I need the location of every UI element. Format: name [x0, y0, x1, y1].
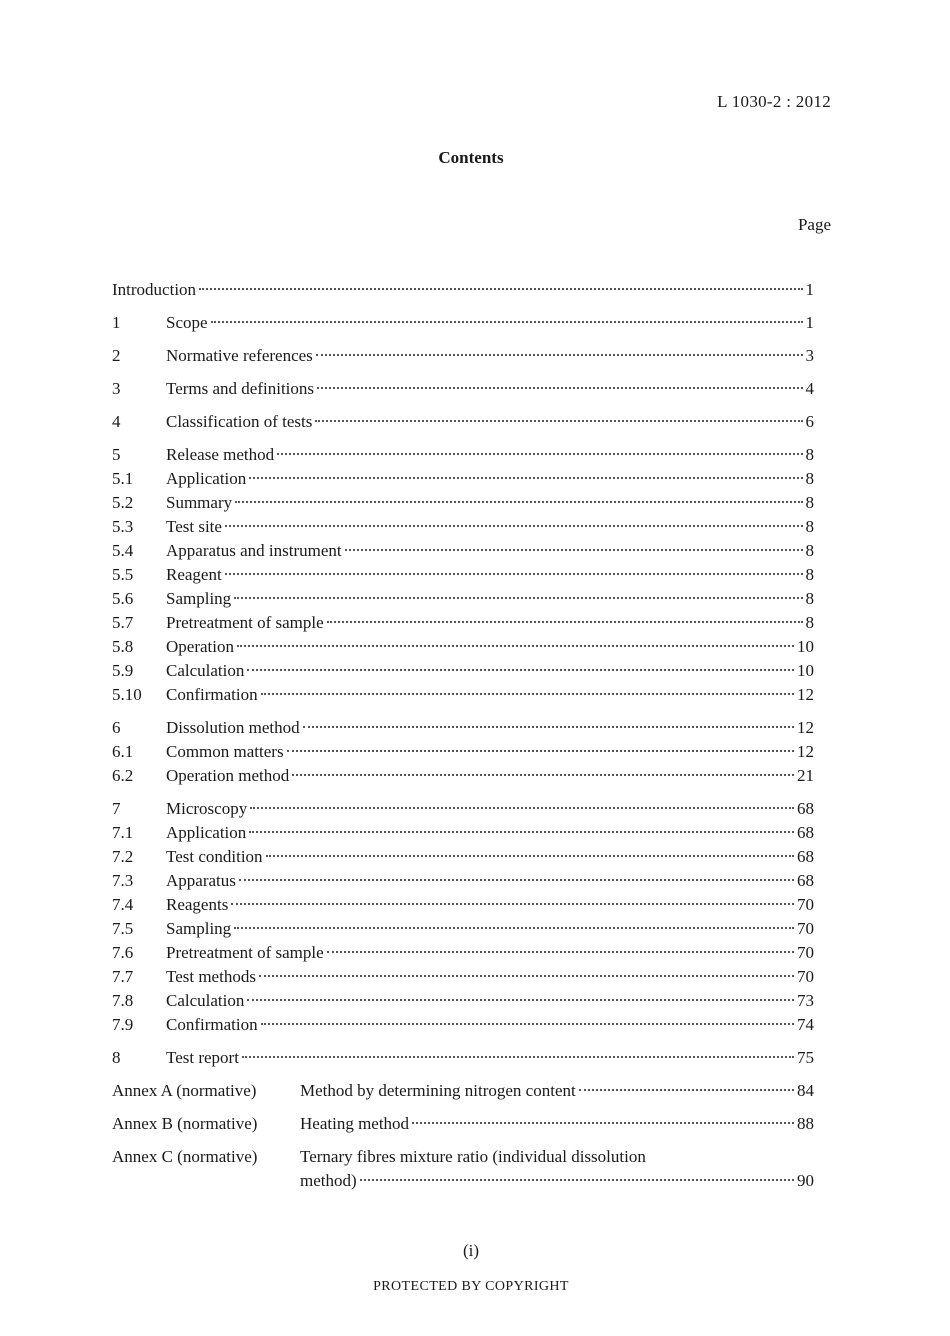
- toc-entry[interactable]: [112, 893, 814, 917]
- toc-entry-title: Test methods: [166, 967, 256, 986]
- toc-entry-number: 5.10: [112, 685, 142, 704]
- toc-entry-page: 21: [797, 766, 814, 785]
- annex-label: Annex B (normative): [112, 1114, 258, 1133]
- toc-entry-number: 5.9: [112, 661, 134, 680]
- toc-entry-title: Dissolution method: [166, 718, 300, 737]
- dot-leader: [315, 420, 802, 422]
- dot-leader: [261, 1023, 794, 1025]
- toc-entry-page: 1: [805, 280, 814, 299]
- toc-entry-page: 3: [805, 346, 814, 365]
- toc-entry-number: 7.7: [112, 967, 134, 986]
- toc-entry-title: Classification of tests: [166, 412, 313, 431]
- toc-entry-number: 5.8: [112, 637, 134, 656]
- dot-leader: [287, 750, 794, 752]
- toc-entry-page: 6: [805, 412, 814, 431]
- toc-entry-page: 74: [797, 1015, 814, 1034]
- dot-leader: [303, 726, 794, 728]
- toc-entry-number: 1: [112, 313, 121, 332]
- dot-leader: [412, 1122, 794, 1124]
- toc-entry-page: 8: [805, 589, 814, 608]
- toc-entry-page: 8: [805, 517, 814, 536]
- toc-entry-page: 1: [805, 313, 814, 332]
- toc-entry-title: Summary: [166, 493, 233, 512]
- dot-leader: [231, 903, 794, 905]
- document-id: L 1030-2 : 2012: [717, 92, 831, 111]
- dot-leader: [242, 1056, 794, 1058]
- toc-entry-page: 8: [805, 493, 814, 512]
- toc-entry-title: Apparatus: [166, 871, 236, 890]
- toc-entry[interactable]: [112, 1013, 814, 1037]
- annex-entry[interactable]: [112, 1079, 814, 1103]
- toc-entry-number: 7.2: [112, 847, 134, 866]
- toc-entry-page: 8: [805, 445, 814, 464]
- toc-entry[interactable]: [112, 797, 814, 821]
- toc-entry-title: Operation method: [166, 766, 290, 785]
- toc-entry[interactable]: [112, 869, 814, 893]
- dot-leader: [317, 387, 802, 389]
- toc-entry-title: Sampling: [166, 919, 232, 938]
- toc-entry-page: 12: [797, 718, 814, 737]
- annex-entry[interactable]: [112, 1112, 814, 1136]
- dot-leader: [579, 1089, 794, 1091]
- toc-entry-number: 2: [112, 346, 121, 365]
- toc-entry-page: 8: [805, 613, 814, 632]
- toc-entry-page: 68: [797, 871, 814, 890]
- toc-entry-page: 12: [797, 685, 814, 704]
- annex-title-line: method): [300, 1171, 357, 1190]
- toc-entry[interactable]: [112, 539, 814, 563]
- toc-entry[interactable]: [112, 587, 814, 611]
- toc-entry[interactable]: [112, 1046, 814, 1070]
- page-title: Contents: [438, 148, 504, 167]
- toc-entry[interactable]: [112, 515, 814, 539]
- toc-entry[interactable]: [112, 821, 814, 845]
- dot-leader: [225, 525, 803, 527]
- toc-entry-title: Common matters: [166, 742, 284, 761]
- toc-entry-number: 7.3: [112, 871, 134, 890]
- annex-page: 88: [797, 1114, 814, 1133]
- toc-entry-page: 68: [797, 799, 814, 818]
- toc-entry[interactable]: [112, 764, 814, 788]
- toc-entry[interactable]: [112, 278, 814, 302]
- toc-entry-title: Pretreatment of sample: [166, 943, 324, 962]
- dot-leader: [225, 573, 803, 575]
- toc-entry-page: 68: [797, 847, 814, 866]
- toc-entry-title: Normative references: [166, 346, 313, 365]
- dot-leader: [211, 321, 803, 323]
- dot-leader: [235, 501, 802, 503]
- toc-entry-number: 7.8: [112, 991, 134, 1010]
- toc-entry-page: 10: [797, 637, 814, 656]
- toc-entry-number: 7.1: [112, 823, 134, 842]
- toc-entry-title: Calculation: [166, 991, 245, 1010]
- toc-entry[interactable]: [112, 377, 814, 401]
- toc-entry[interactable]: [112, 965, 814, 989]
- toc-entry-page: 12: [797, 742, 814, 761]
- dot-leader: [250, 807, 794, 809]
- toc-entry-page: 8: [805, 541, 814, 560]
- copyright-notice: PROTECTED BY COPYRIGHT: [373, 1279, 569, 1294]
- toc-entry[interactable]: [112, 917, 814, 941]
- dot-leader: [239, 879, 794, 881]
- toc-entry-title: Operation: [166, 637, 234, 656]
- annex-label: Annex C (normative): [112, 1147, 258, 1166]
- dot-leader: [261, 693, 794, 695]
- toc-entry-title: Pretreatment of sample: [166, 613, 324, 632]
- toc-entry-number: 3: [112, 379, 121, 398]
- dot-leader: [234, 927, 794, 929]
- toc-entry-number: 6.2: [112, 766, 134, 785]
- toc-entry[interactable]: [112, 467, 814, 491]
- toc-entry[interactable]: [112, 941, 814, 965]
- toc-entry-number: 7.6: [112, 943, 134, 962]
- annex-label: Annex A (normative): [112, 1081, 257, 1100]
- dot-leader: [247, 999, 794, 1001]
- annex-page: 90: [797, 1171, 814, 1190]
- toc-entry[interactable]: [112, 683, 814, 707]
- toc-entry-number: 5: [112, 445, 121, 464]
- toc-entry[interactable]: [112, 443, 814, 467]
- dot-leader: [327, 621, 803, 623]
- annex-title-line: Heating method: [300, 1114, 410, 1133]
- annex-entry[interactable]: [112, 1145, 814, 1193]
- toc-entry-title: Confirmation: [166, 1015, 258, 1034]
- toc-entry[interactable]: [112, 311, 814, 335]
- toc-entry-title: Scope: [166, 313, 208, 332]
- dot-leader: [237, 645, 794, 647]
- dot-leader: [345, 549, 803, 551]
- toc-entry-number: 6.1: [112, 742, 134, 761]
- toc-entry-title: Microscopy: [166, 799, 248, 818]
- toc-entry-number: 4: [112, 412, 121, 431]
- dot-leader: [316, 354, 803, 356]
- dot-leader: [266, 855, 794, 857]
- toc-entry[interactable]: [112, 716, 814, 740]
- toc-entry-title: Sampling: [166, 589, 232, 608]
- toc-entry[interactable]: [112, 845, 814, 869]
- toc-entry-page: 8: [805, 469, 814, 488]
- toc-entry-title: Application: [166, 469, 247, 488]
- toc-entry[interactable]: [112, 344, 814, 368]
- toc-entry-number: 5.7: [112, 613, 134, 632]
- toc-entry[interactable]: [112, 410, 814, 434]
- toc-entry-title: Reagents: [166, 895, 229, 914]
- toc-entry-title: Test condition: [166, 847, 263, 866]
- annex-title-line: Ternary fibres mixture ratio (individual dissolution: [300, 1147, 646, 1166]
- dot-leader: [249, 477, 802, 479]
- toc-entry-number: 7.4: [112, 895, 134, 914]
- dot-leader: [199, 288, 802, 290]
- toc-entry-page: 68: [797, 823, 814, 842]
- toc-entry-page: 70: [797, 919, 814, 938]
- dot-leader: [327, 951, 794, 953]
- toc-entry-title: Test report: [166, 1048, 239, 1067]
- toc-entry-page: 10: [797, 661, 814, 680]
- toc-entry[interactable]: [112, 611, 814, 635]
- toc-entry-page: 70: [797, 967, 814, 986]
- dot-leader: [360, 1179, 794, 1181]
- toc-entry-title: Release method: [166, 445, 275, 464]
- toc-entry[interactable]: [112, 659, 814, 683]
- toc-entry-title: Reagent: [166, 565, 222, 584]
- toc-entry-page: 70: [797, 943, 814, 962]
- annex-title-line: Method by determining nitrogen content: [300, 1081, 576, 1100]
- toc-entry-page: 73: [797, 991, 814, 1010]
- toc-entry-number: 7.9: [112, 1015, 134, 1034]
- toc-entry-page: 75: [797, 1048, 814, 1067]
- toc-entry-page: 4: [805, 379, 814, 398]
- toc-entry-number: 7.5: [112, 919, 134, 938]
- toc-entry-title: Test site: [166, 517, 222, 536]
- toc-entry-number: 5.3: [112, 517, 134, 536]
- toc-entry-page: 8: [805, 565, 814, 584]
- page-number: (i): [462, 1241, 480, 1260]
- toc-entry-number: 6: [112, 718, 121, 737]
- dot-leader: [292, 774, 794, 776]
- toc-entry-title: Apparatus and instrument: [166, 541, 342, 560]
- dot-leader: [277, 453, 802, 455]
- dot-leader: [234, 597, 802, 599]
- toc-entry-title: Confirmation: [166, 685, 258, 704]
- toc-entry-number: 7: [112, 799, 121, 818]
- toc-entry[interactable]: [112, 563, 814, 587]
- toc-entry-number: 8: [112, 1048, 121, 1067]
- table-of-contents: [112, 278, 814, 1193]
- toc-entry-number: 5.2: [112, 493, 134, 512]
- toc-entry-number: 5.4: [112, 541, 134, 560]
- toc-entry-number: 5.6: [112, 589, 134, 608]
- toc-entry-title: Calculation: [166, 661, 245, 680]
- toc-entry-number: 5.1: [112, 469, 134, 488]
- toc-entry[interactable]: [112, 989, 814, 1013]
- toc-entry-number: 5.5: [112, 565, 134, 584]
- annex-page: 84: [797, 1081, 814, 1100]
- toc-entry[interactable]: [112, 635, 814, 659]
- toc-entry[interactable]: [112, 740, 814, 764]
- dot-leader: [247, 669, 794, 671]
- toc-entry[interactable]: [112, 491, 814, 515]
- toc-entry-title: Terms and definitions: [166, 379, 315, 398]
- toc-entry-title: Introduction: [112, 280, 197, 299]
- dot-leader: [249, 831, 794, 833]
- page-column-label: Page: [797, 215, 831, 234]
- toc-entry-title: Application: [166, 823, 247, 842]
- toc-entry-page: 70: [797, 895, 814, 914]
- dot-leader: [259, 975, 794, 977]
